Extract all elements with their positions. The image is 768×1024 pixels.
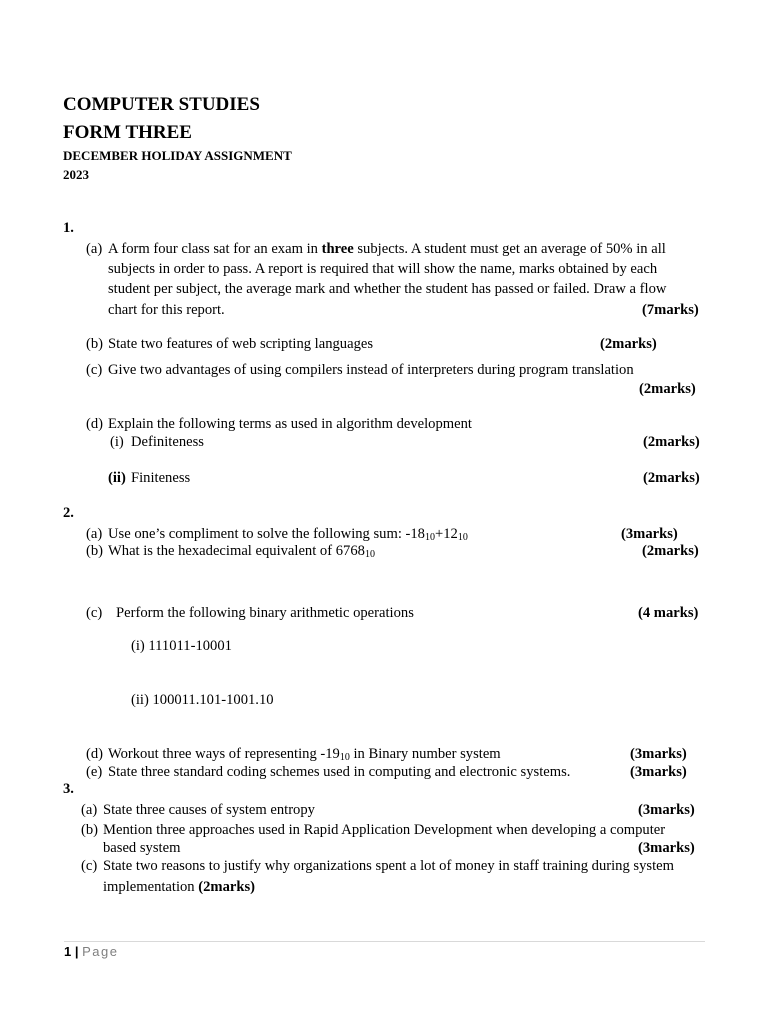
q1a-text-line1: A form four class sat for an exam in three subjects. A student must get an average of 50% in all <box>108 241 666 257</box>
q3b-text-line1: Mention three approaches used in Rapid Application Development when developing a computer <box>103 822 666 838</box>
q1c-marks: (2marks) <box>639 381 696 397</box>
q1a-text-line3: student per subject, the average mark and whether the student has passed or failed. Draw a flow <box>108 281 667 297</box>
q1d-ii-label: (ii) <box>108 470 126 486</box>
footer-separator: | <box>71 944 83 959</box>
q1c-text: Give two advantages of using compilers instead of interpreters during program translation <box>108 362 634 378</box>
q2a-text: Use one’s compliment to solve the following sum: $-18_{10}+12_{10}$ <box>108 526 468 543</box>
q2b-label: (b) <box>86 543 104 559</box>
q2d-label: (d) <box>86 746 104 762</box>
q1c-label: (c) <box>86 362 103 378</box>
q2b-text: What is the hexadecimal equivalent of $6768_{10}$ <box>108 543 375 560</box>
q1a-bold-word: three <box>321 241 354 257</box>
q2b-marks: (2marks) <box>642 543 699 559</box>
q2e-text: State three standard coding schemes used in computing and electronic systems. <box>108 764 571 780</box>
q3a-text: State three causes of system entropy <box>103 802 315 818</box>
q2c-i-operation: (i) 111011-10001 <box>131 638 232 654</box>
q1b-marks: (2marks) <box>600 336 657 352</box>
q3a-label: (a) <box>81 802 98 818</box>
q2d-marks: (3marks) <box>630 746 687 762</box>
assignment-title: DECEMBER HOLIDAY ASSIGNMENT <box>63 148 292 163</box>
page-footer <box>64 944 118 960</box>
q3c-text-line2: implementation (2marks) <box>103 879 255 895</box>
assignment-year: 2023 <box>63 167 89 182</box>
q3a-marks: (3marks) <box>638 802 695 818</box>
q1b-label: (b) <box>86 336 104 352</box>
question-2-number: 2. <box>63 505 74 521</box>
page-label: Page <box>82 944 119 959</box>
q2c-ii-operation: (ii) 100011.101-1001.10 <box>131 692 274 708</box>
q3c-text-line1: State two reasons to justify why organizations spent a lot of money in staff training during system <box>103 858 674 874</box>
q2e-marks: (3marks) <box>630 764 687 780</box>
q1d-ii-marks: (2marks) <box>643 470 700 486</box>
q2e-label: (e) <box>86 764 103 780</box>
q3b-marks: (3marks) <box>638 840 695 856</box>
q1d-i-text: Definiteness <box>131 434 204 450</box>
document-title: COMPUTER STUDIES <box>63 94 260 115</box>
q3c-label: (c) <box>81 858 98 874</box>
q1d-i-marks: (2marks) <box>643 434 700 450</box>
question-1-number: 1. <box>63 220 74 236</box>
q2c-label: (c) <box>86 605 103 621</box>
q2c-text: Perform the following binary arithmetic operations <box>116 605 414 621</box>
q3c-marks: (2marks) <box>198 879 255 895</box>
q1d-text: Explain the following terms as used in algorithm development <box>108 416 472 432</box>
q1a-label: (a) <box>86 241 103 257</box>
question-3-number: 3. <box>63 781 74 797</box>
q1d-label: (d) <box>86 416 104 432</box>
q3b-text-line2: based system <box>103 840 181 856</box>
q2d-text: Workout three ways of representing $-19_{10}$ in Binary number system <box>108 746 501 763</box>
q1a-marks: (7marks) <box>642 302 699 318</box>
q1a-text-line4: chart for this report. <box>108 302 225 318</box>
footer-divider <box>64 941 705 942</box>
q1d-ii-text: Finiteness <box>131 470 191 486</box>
q2a-marks: (3marks) <box>621 526 678 542</box>
q3b-label: (b) <box>81 822 99 838</box>
page-number: 1 <box>64 944 72 959</box>
form-title: FORM THREE <box>63 122 192 143</box>
q1d-i-label: (i) <box>110 434 124 450</box>
q1b-text: State two features of web scripting languages <box>108 336 374 352</box>
q2a-label: (a) <box>86 526 103 542</box>
q1a-text-line2: subjects in order to pass. A report is required that will show the name, marks obtained by each <box>108 261 658 277</box>
q2c-marks: (4 marks) <box>638 605 699 621</box>
